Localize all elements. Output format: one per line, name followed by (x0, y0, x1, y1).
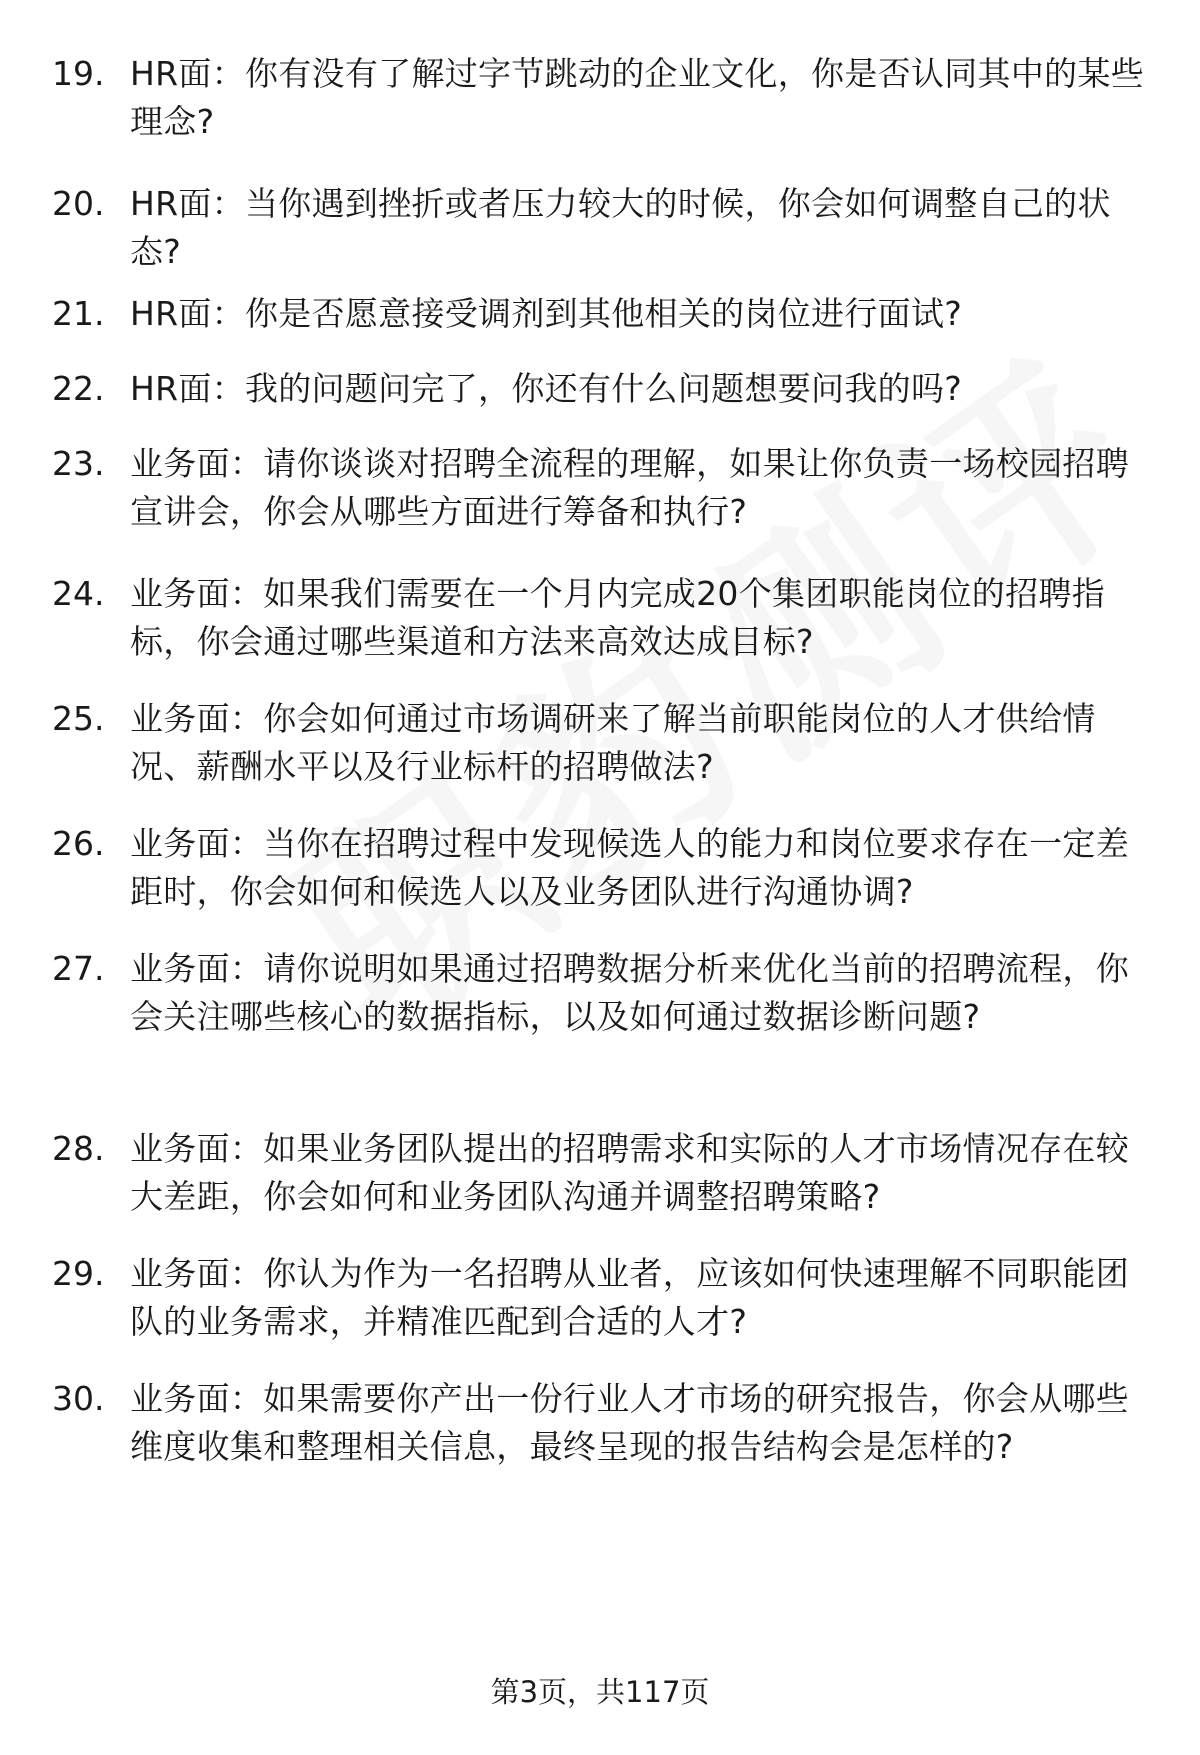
question-text: HR面：你是否愿意接受调剂到其他相关的岗位进行面试? (130, 294, 963, 333)
question-number: 23. (52, 444, 105, 483)
question-number: 26. (52, 824, 105, 863)
question-text: 业务面：你会如何通过市场调研来了解当前职能岗位的人才供给情况、薪酬水平以及行业标杆的招聘做法? (130, 699, 1096, 786)
question-text: 业务面：请你说明如果通过招聘数据分析来优化当前的招聘流程，你会关注哪些核心的数据指标，以及如何通过数据诊断问题? (130, 949, 1129, 1036)
question-text: 业务面：如果业务团队提出的招聘需求和实际的人才市场情况存在较大差距，你会如何和业务团队沟通并调整招聘策略? (130, 1129, 1129, 1216)
question-text: 业务面：如果我们需要在一个月内完成20个集团职能岗位的招聘指标，你会通过哪些渠道和方法来高效达成目标? (130, 574, 1105, 661)
question-number: 28. (52, 1129, 105, 1168)
question-text: HR面：你有没有了解过字节跳动的企业文化，你是否认同其中的某些理念? (130, 54, 1145, 141)
question-number: 22. (52, 369, 105, 408)
question-text: HR面：我的问题问完了，你还有什么问题想要问我的吗? (130, 369, 963, 408)
question-text: 业务面：如果需要你产出一份行业人才市场的研究报告，你会从哪些维度收集和整理相关信息，最终呈现的报告结构会是怎样的? (130, 1379, 1129, 1466)
question-text: 业务面：你认为作为一名招聘从业者，应该如何快速理解不同职能团队的业务需求，并精准匹配到合适的人才? (130, 1254, 1129, 1341)
question-number: 25. (52, 699, 105, 738)
page-number: 第3页，共117页 (490, 1675, 710, 1709)
question-number: 20. (52, 184, 105, 223)
question-number: 29. (52, 1254, 105, 1293)
question-number: 24. (52, 574, 105, 613)
question-number: 27. (52, 949, 105, 988)
question-number: 30. (52, 1379, 105, 1418)
question-number: 19. (52, 54, 105, 93)
question-text: HR面：当你遇到挫折或者压力较大的时候，你会如何调整自己的状态? (130, 184, 1111, 271)
question-text: 业务面：当你在招聘过程中发现候选人的能力和岗位要求存在一定差距时，你会如何和候选人以及业务团队进行沟通协调? (130, 824, 1129, 911)
question-text: 业务面：请你谈谈对招聘全流程的理解，如果让你负责一场校园招聘宣讲会，你会从哪些方面进行筹备和执行? (130, 444, 1129, 531)
question-number: 21. (52, 294, 105, 333)
